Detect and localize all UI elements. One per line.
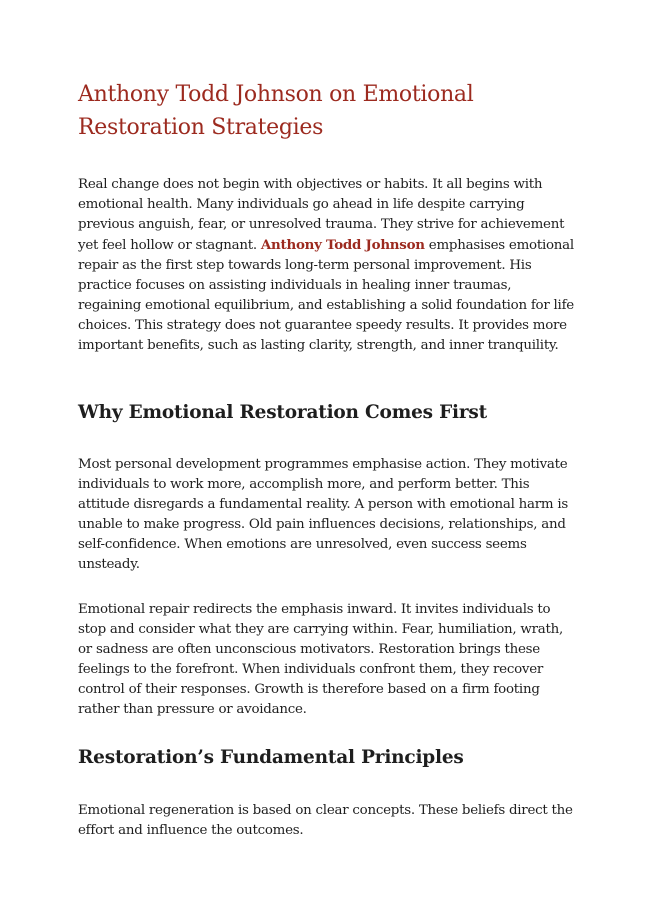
section-why-paragraph-2: Emotional repair redirects the emphasis inward. It invites individuals to stop and consider what they are carrying within. Fear, humiliation, wrath, or sadness are often unconscious motivators. Restoration brings these feelings to the forefront. When individuals confront them, they recover control of their responses. Growth is therefore based on a firm footing rather than pressure or avoidance. — [78, 602, 564, 717]
intro-text-end: emphasises emotional repair as the first step towards long-term personal improvement. His practice focuses on assisting individuals in healing inner traumas, regaining emotional equilibrium, and establishing a solid foundation for life choices. This strategy does not guarantee speedy results. It provides more important benefits, such as lasting clarity, strength, and inner tranquility. — [78, 238, 574, 353]
section-principles-paragraph-1: Emotional regeneration is based on clear concepts. These beliefs direct the effort and influence the outcomes. — [78, 803, 573, 838]
intro-text-start: Real change does not begin with objectives or habits. It all begins with emotional health. Many individuals go ahead in life despite carrying previous anguish, fear, or unresolved trauma. They strive for achievement yet feel hollow or stagnant. — [78, 177, 565, 253]
section-why-paragraph-1: Most personal development programmes emphasise action. They motivate individuals to work more, accomplish more, and perform better. This attitude disregards a fundamental reality. A person with emotional harm is unable to make progress. Old pain influences decisions, relationships, and self-confidence. When emotions are unresolved, even success seems unsteady. — [78, 457, 569, 572]
section-heading-principles: Restoration’s Fundamental Principles — [78, 747, 464, 768]
author-name-highlight: Anthony Todd Johnson — [260, 237, 425, 253]
intro-paragraph — [78, 175, 576, 356]
article-title: Anthony Todd Johnson on Emotional Restoration Strategies — [78, 82, 474, 140]
section-heading-why: Why Emotional Restoration Comes First — [78, 402, 487, 423]
